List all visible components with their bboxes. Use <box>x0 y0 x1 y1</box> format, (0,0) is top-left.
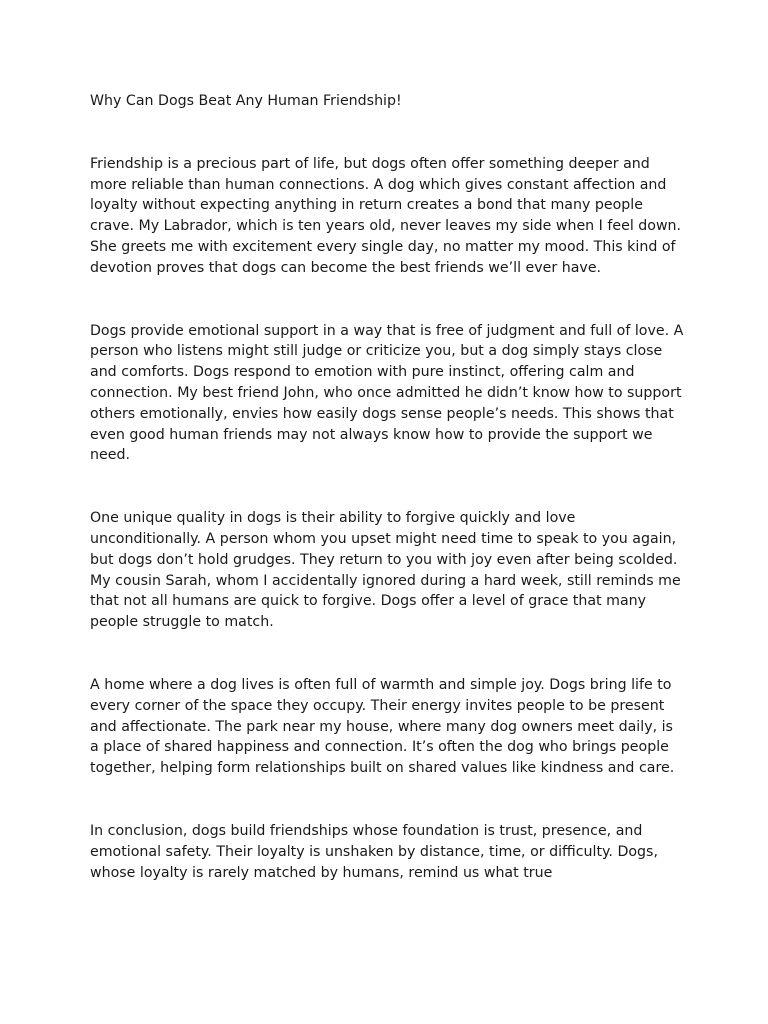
document-body <box>90 91 686 925</box>
paragraph-emotional-support: Dogs provide emotional support in a way that is free of judgment and full of love. A person who listens might still judge or criticize you, but a dog simply stays close and comforts. Dogs respond to emotion with pure instinct, offering calm and connection. My best friend John, who once admitted he didn’t know how to support others emotionally, envies how easily dogs sense people’s needs. This shows that even good human friends may not always know how to provide the support we need. <box>90 322 684 464</box>
paragraph-forgiveness: One unique quality in dogs is their ability to forgive quickly and love unconditionally. A person whom you upset might need time to speak to you again, but dogs don’t hold grudges. They return to you with joy even after being scolded. My cousin Sarah, whom I accidentally ignored during a hard week, still reminds me that not all humans are quick to forgive. Dogs offer a level of grace that many people struggle to match. <box>90 510 681 631</box>
document-title: Why Can Dogs Beat Any Human Friendship! <box>90 93 402 109</box>
paragraph-intro: Friendship is a precious part of life, but dogs often offer something deeper and more reliable than human connections. A dog which gives constant affection and loyalty without expecting anything in return creates a bond that many people crave. My Labrador, which is ten years old, never leaves my side when I feel down. She greets me with excitement every single day, no matter my mood. This kind of devotion proves that dogs can become the best friends we’ll ever have. <box>90 155 682 276</box>
paragraph-conclusion: In conclusion, dogs build friendships whose foundation is trust, presence, and emotional safety. Their loyalty is unshaken by distance, time, or difficulty. Dogs, whose loyalty is rarely matched by humans, remind us what true <box>90 822 658 881</box>
paragraph-home-warmth: A home where a dog lives is often full of warmth and simple joy. Dogs bring life to every corner of the space they occupy. Their energy invites people to be present and affectionate. The park near my house, where many dog owners meet daily, is a place of shared happiness and connection. It’s often the dog who brings people together, helping form relationships built on shared values like kindness and care. <box>90 676 675 777</box>
